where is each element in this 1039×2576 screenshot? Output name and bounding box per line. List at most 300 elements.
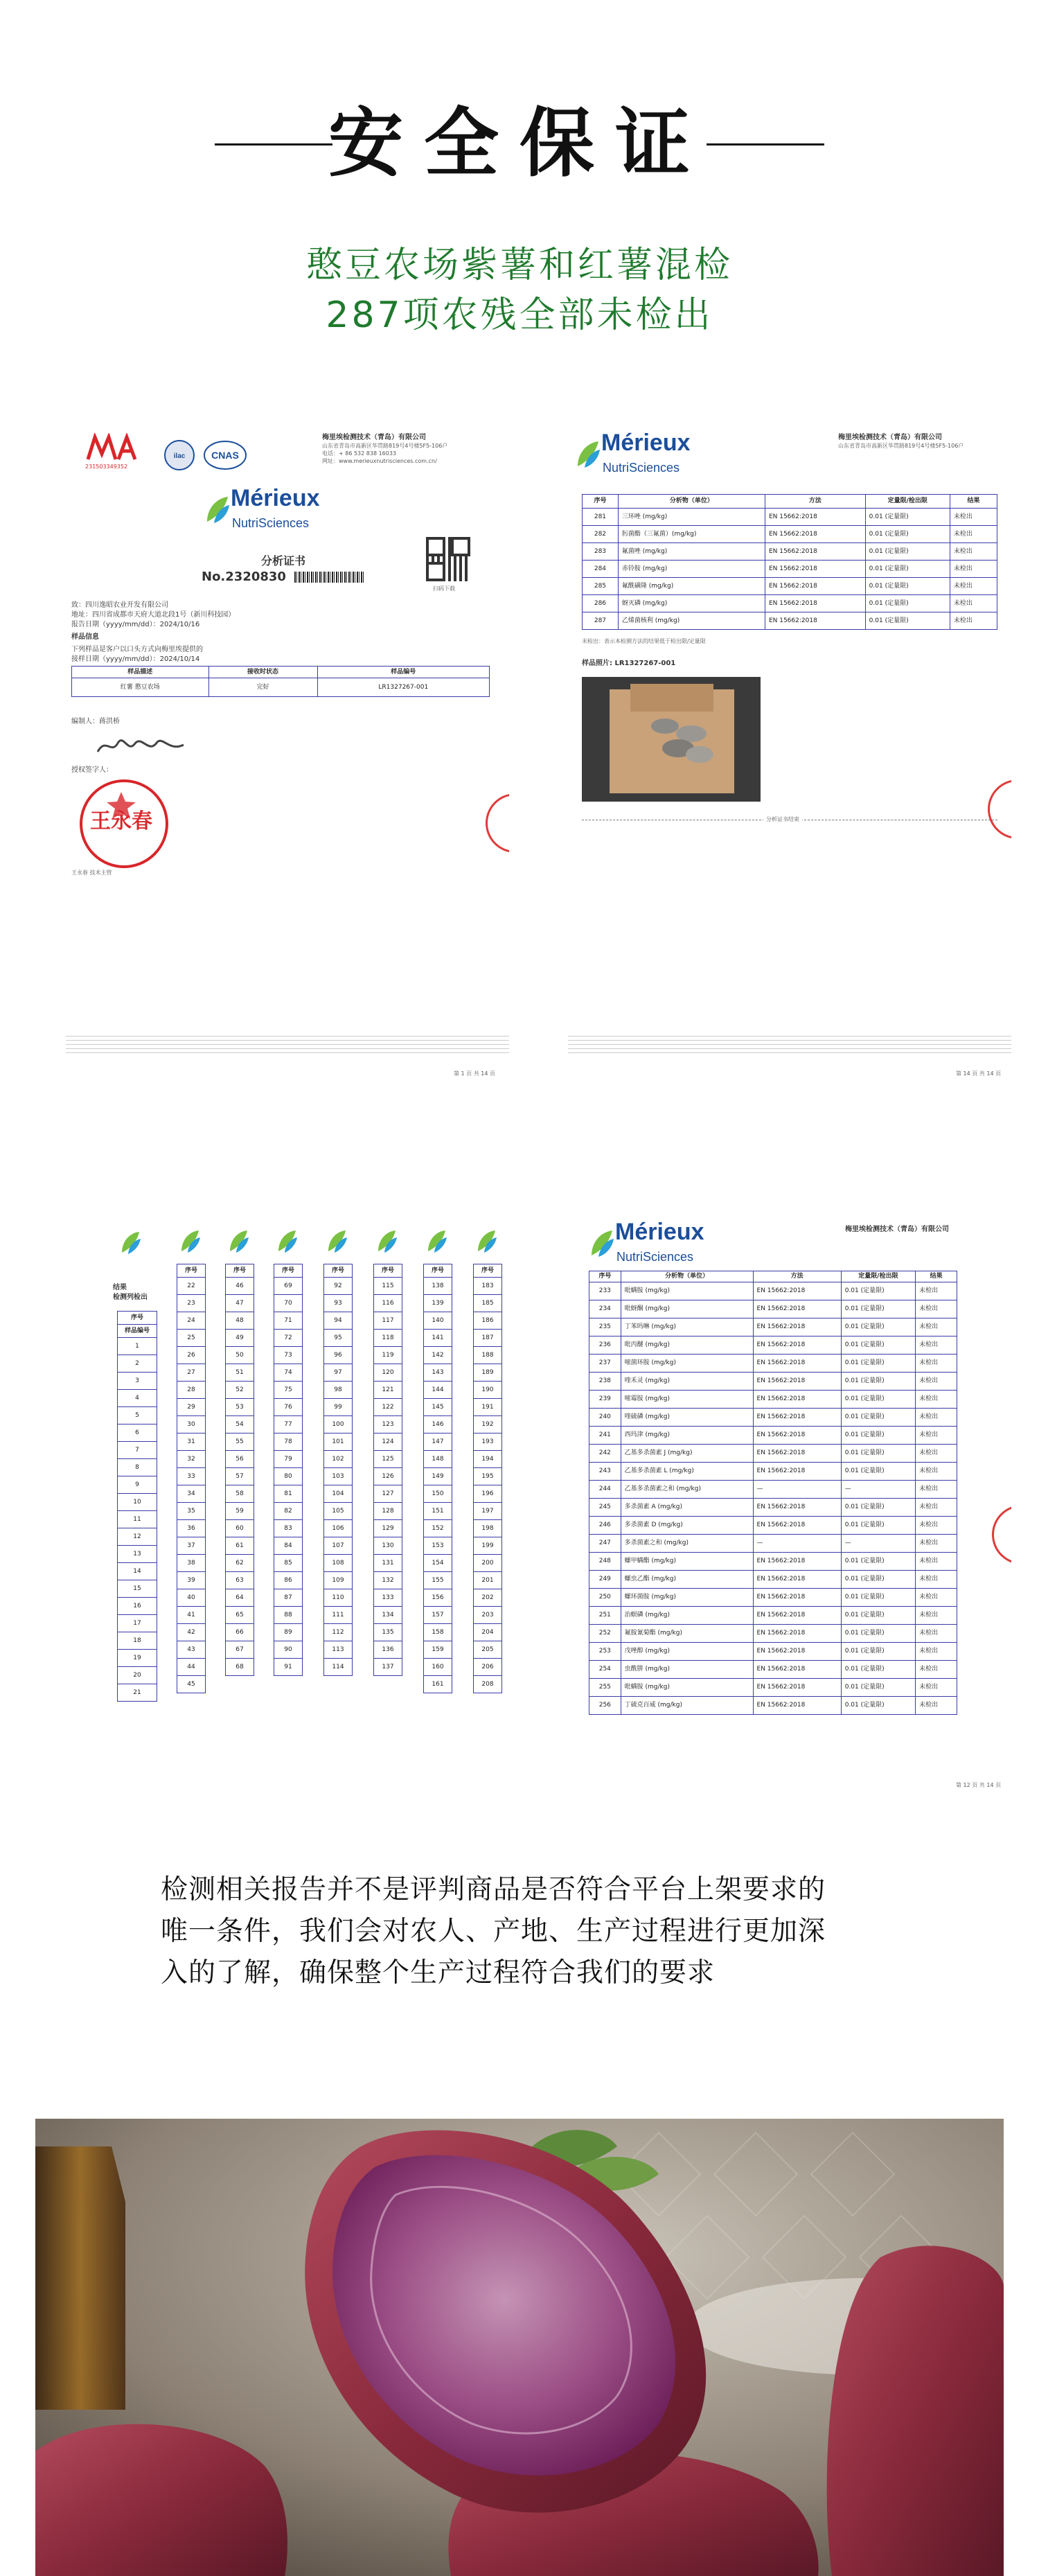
stack-cell: 41 [177, 1607, 206, 1624]
results-cell: EN 15662:2018 [753, 1445, 841, 1463]
table-row [226, 1382, 254, 1399]
results-cell: 247 [589, 1535, 621, 1553]
table-row [226, 1364, 254, 1382]
table-row [274, 1503, 303, 1520]
stack-cell: 57 [226, 1468, 254, 1485]
results-cell: 0.01 (定量限) [841, 1571, 915, 1589]
stack-cell: 33 [177, 1468, 206, 1485]
table-row [118, 1338, 157, 1355]
table-row [374, 1485, 402, 1503]
stack-header: 序号 [324, 1264, 353, 1278]
table-row [424, 1676, 452, 1693]
table-row [374, 1555, 402, 1572]
stack-cell: 204 [474, 1624, 502, 1641]
results-cell: 未检出 [916, 1499, 957, 1517]
page-edge-seal [486, 793, 509, 853]
cma-code: 231503349352 [85, 464, 128, 470]
table-row: 287 乙烯菌核利 (mg/kg) EN 15662:2018 0.01 (定量限) 未检出 [583, 612, 997, 630]
stack-cell: 73 [274, 1347, 303, 1364]
stack-cell: 62 [226, 1555, 254, 1572]
results-cell: 未检出 [916, 1517, 957, 1535]
table-row [374, 1295, 402, 1312]
stack-cell: 88 [274, 1607, 303, 1624]
subtitle-line-1: 憨豆农场紫薯和红薯混检 [305, 245, 733, 286]
footer-fineprint [66, 1036, 509, 1057]
table-row [589, 1282, 957, 1300]
stack-cell: 161 [424, 1676, 452, 1693]
results-cell: 未检出 [916, 1625, 957, 1643]
stack-cell: 77 [274, 1416, 303, 1433]
table-row [589, 1409, 957, 1427]
table-row [324, 1503, 353, 1520]
table-row [177, 1347, 206, 1364]
table-row [474, 1624, 502, 1641]
stack-cell: 17 [118, 1615, 157, 1632]
table-row [374, 1641, 402, 1659]
table-row [177, 1364, 206, 1382]
table-row [324, 1589, 353, 1607]
sample-table [71, 666, 490, 697]
results-cell: EN 15662:2018 [753, 1697, 841, 1715]
table-row [589, 1679, 957, 1697]
results-cell: 螺环菌胺 (mg/kg) [621, 1589, 753, 1607]
table-row [374, 1503, 402, 1520]
results-cell: 253 [589, 1643, 621, 1661]
results-cell: 喹禾灵 (mg/kg) [621, 1373, 753, 1391]
table-row [324, 1572, 353, 1589]
table-row [424, 1451, 452, 1468]
table-row [374, 1330, 402, 1347]
results-cell: 254 [589, 1661, 621, 1679]
table-row [274, 1624, 303, 1641]
table-row [374, 1364, 402, 1382]
results-cell: 0.01 (定量限) [841, 1409, 915, 1427]
stack-cell: 21 [118, 1684, 157, 1702]
stack-header: 样品编号 [118, 1325, 157, 1338]
cnas-logo [203, 439, 247, 475]
compiler: 编制人：蒋洪桥 [71, 718, 120, 725]
results-note: 未检出：表示本检测方法的结果低于检出限/定量限 [582, 638, 706, 644]
table-row [474, 1555, 502, 1572]
stack-cell: 146 [424, 1416, 452, 1433]
stack-cell: 92 [324, 1278, 353, 1295]
stack-cell: 53 [226, 1399, 254, 1416]
merieux-leaf-icon [120, 1230, 141, 1254]
table-row [374, 1416, 402, 1433]
table-row [474, 1399, 502, 1416]
stack-cell: 13 [118, 1546, 157, 1563]
table-row [118, 1355, 157, 1373]
table-row [274, 1416, 303, 1433]
stack-cell: 34 [177, 1485, 206, 1503]
table-row [474, 1520, 502, 1537]
table-row [589, 1463, 957, 1481]
results-header: 方法 [765, 495, 865, 509]
results-cell: EN 15662:2018 [753, 1463, 841, 1481]
stack-cell: 96 [324, 1347, 353, 1364]
table-row [118, 1546, 157, 1563]
table-row [226, 1330, 254, 1347]
table-row [324, 1485, 353, 1503]
table-row [324, 1468, 353, 1485]
stack-cell: 56 [226, 1451, 254, 1468]
stack-table [225, 1264, 254, 1676]
red-seal [80, 779, 168, 868]
table-row [374, 1347, 402, 1364]
results-cell: EN 15662:2018 [753, 1336, 841, 1355]
sample-table-header: 样品编号 [317, 667, 489, 678]
table-row [118, 1407, 157, 1424]
table-row [274, 1295, 303, 1312]
stack-cell: 127 [374, 1485, 402, 1503]
results-cell: 未检出 [916, 1553, 957, 1571]
lab-address: 山东省青岛市高新区华贯路819号4号楼5F5-106户 [838, 443, 964, 449]
table-row [374, 1433, 402, 1451]
stack-cell: 120 [374, 1364, 402, 1382]
table-row [474, 1433, 502, 1451]
sample-table-header: 样品描述 [72, 667, 209, 678]
table-row [324, 1382, 353, 1399]
table-row [424, 1659, 452, 1676]
stack-cell: 196 [474, 1485, 502, 1503]
table-row [424, 1485, 452, 1503]
sweet-potato-photo [35, 2119, 1004, 2576]
stack-cell: 122 [374, 1399, 402, 1416]
stack-cell: 64 [226, 1589, 254, 1607]
stack-cell: 136 [374, 1641, 402, 1659]
detect-label: 检测列检出 [113, 1294, 148, 1301]
cert-title: 分析证书 [261, 554, 306, 567]
table-row [177, 1433, 206, 1451]
table-row [274, 1468, 303, 1485]
table-row [424, 1416, 452, 1433]
results-cell: 0.01 (定量限) [841, 1318, 915, 1336]
stack-column [373, 1229, 402, 1714]
table-row [474, 1607, 502, 1624]
results-cell: 252 [589, 1625, 621, 1643]
table-row [177, 1676, 206, 1693]
results-cell: EN 15662:2018 [753, 1427, 841, 1445]
stack-cell: 27 [177, 1364, 206, 1382]
stack-cell: 192 [474, 1416, 502, 1433]
statement-line-2: 唯一条件，我们会对农人、产地、生产过程进行更加深 [161, 1916, 826, 1947]
table-row [226, 1659, 254, 1676]
table-row [589, 1481, 957, 1499]
table-row [424, 1399, 452, 1416]
table-row [324, 1537, 353, 1555]
stack-cell: 150 [424, 1485, 452, 1503]
stack-cell: 123 [374, 1416, 402, 1433]
stack-cell: 110 [324, 1589, 353, 1607]
table-row [474, 1468, 502, 1485]
table-row [177, 1503, 206, 1520]
cnas-icon [203, 439, 247, 472]
stack-header: 序号 [474, 1264, 502, 1278]
table-row [424, 1312, 452, 1330]
stack-cell: 32 [177, 1451, 206, 1468]
results-cell: 螺甲螨酯 (mg/kg) [621, 1553, 753, 1571]
stack-cell: 104 [324, 1485, 353, 1503]
table-row [589, 1643, 957, 1661]
stack-cell: 149 [424, 1468, 452, 1485]
table-row [274, 1312, 303, 1330]
stack-cell: 25 [177, 1330, 206, 1347]
stack-cell: 139 [424, 1295, 452, 1312]
lab-website: 网址：www.merieuxnutrisciences.com.cn/ [322, 458, 437, 464]
stack-cell: 137 [374, 1659, 402, 1676]
lab-name: 梅里埃检测技术（青岛）有限公司 [845, 1226, 949, 1233]
table-row [177, 1659, 206, 1676]
stack-cell: 160 [424, 1659, 452, 1676]
stack-cell: 187 [474, 1330, 502, 1347]
stack-cell: 186 [474, 1312, 502, 1330]
stack-cell: 65 [226, 1607, 254, 1624]
table-row [177, 1607, 206, 1624]
table-row [177, 1485, 206, 1503]
table-row [274, 1485, 303, 1503]
sample-table-cell: LR1327267-001 [317, 678, 489, 697]
results-cell: 未检出 [916, 1589, 957, 1607]
stack-cell: 205 [474, 1641, 502, 1659]
stack-cell: 48 [226, 1312, 254, 1330]
table-row [177, 1572, 206, 1589]
stack-cell: 119 [374, 1347, 402, 1364]
cert-number: No.2320830 [202, 570, 286, 584]
stack-cell: 43 [177, 1641, 206, 1659]
stack-cell: 93 [324, 1295, 353, 1312]
stack-cell: 45 [177, 1676, 206, 1693]
stack-cell: 70 [274, 1295, 303, 1312]
stack-cell: 183 [474, 1278, 502, 1295]
results-cell: 多杀菌素之和 (mg/kg) [621, 1535, 753, 1553]
stack-cell: 4 [118, 1390, 157, 1407]
stack-cell: 16 [118, 1598, 157, 1615]
results-cell: 0.01 (定量限) [841, 1553, 915, 1571]
stack-table [473, 1264, 502, 1693]
end-label: 分析证书结束 [763, 816, 802, 823]
table-row [226, 1312, 254, 1330]
stack-column [274, 1229, 303, 1714]
table-row [474, 1537, 502, 1555]
stack-cell: 36 [177, 1520, 206, 1537]
results-cell: 0.01 (定量限) [841, 1607, 915, 1625]
stack-cell: 11 [118, 1511, 157, 1528]
merieux-leaf-icon [326, 1229, 347, 1253]
results-cell: 乙基多杀菌素 J (mg/kg) [621, 1445, 753, 1463]
table-row [118, 1476, 157, 1494]
stack-cell: 9 [118, 1476, 157, 1494]
table-row [474, 1451, 502, 1468]
table-row [118, 1511, 157, 1528]
stack-cell: 129 [374, 1520, 402, 1537]
results-cell: EN 15662:2018 [753, 1499, 841, 1517]
table-row [324, 1312, 353, 1330]
results-cell: 未检出 [916, 1697, 957, 1715]
cma-logo [85, 433, 141, 462]
results-cell: 多杀菌素 D (mg/kg) [621, 1517, 753, 1535]
results-cell: EN 15662:2018 [753, 1643, 841, 1661]
results-cell: — [841, 1481, 915, 1499]
table-row [118, 1424, 157, 1442]
stack-cell: 42 [177, 1624, 206, 1641]
stack-cell: 118 [374, 1330, 402, 1347]
results-cell: EN 15662:2018 [753, 1391, 841, 1409]
table-row [324, 1416, 353, 1433]
table-row [374, 1659, 402, 1676]
qr-code [426, 537, 470, 581]
results-cell: 244 [589, 1481, 621, 1499]
stack-cell: 80 [274, 1468, 303, 1485]
results-cell: 吡丙醚 (mg/kg) [621, 1336, 753, 1355]
lab-phone: 电话：+ 86 532 838 16033 [322, 450, 397, 457]
table-row [226, 1503, 254, 1520]
table-row [226, 1399, 254, 1416]
table-row [424, 1624, 452, 1641]
results-cell: 241 [589, 1427, 621, 1445]
table-row [177, 1312, 206, 1330]
stack-cell: 191 [474, 1399, 502, 1416]
results-cell: 236 [589, 1336, 621, 1355]
results-cell: 246 [589, 1517, 621, 1535]
stack-cell: 60 [226, 1520, 254, 1537]
table-row [589, 1553, 957, 1571]
table-row: 286 蚜灭磷 (mg/kg) EN 15662:2018 0.01 (定量限) 未检出 [583, 595, 997, 612]
results-table [582, 494, 997, 630]
table-row [424, 1330, 452, 1347]
table-row [424, 1503, 452, 1520]
stack-table [323, 1264, 353, 1676]
results-cell: 未检出 [916, 1571, 957, 1589]
stack-cell: 97 [324, 1364, 353, 1382]
report-page-cover: 231503349352 ilac CNAS 梅里埃检测技术（青岛）有限公司 山东省青岛市高新区华贯路819号4号楼5F5-106户 电话：+ 86 532 838 16033 网址：www.merieuxnutrisciences.com.cn/ Mérieux NutriSciences 扫码下载 分析证书 No.2320830 致：四川逸昭农业开发有限公司 地址：四川省成都市天府大道北段1号（新川科技园） 报告日期（yyyy/mm/dd）：2024/10/16 样品信息 下列样品是客户以口头方式向梅里埃提供的 接样日期（yyyy/mm/dd）：2024/10/14 样品描述 接收时状态 样品编号 红薯 憨豆农场 完好 LR1327267-001 编制人：蒋洪桥 授权签字人： 王永春 王永春 技术主管 第 1 页 共 14 页 [66, 419, 509, 1088]
results-cell: EN 15662:2018 [753, 1300, 841, 1318]
page-edge-seal [988, 779, 1011, 839]
stack-cell: 206 [474, 1659, 502, 1676]
sweet-potato-illustration [35, 2119, 1004, 2576]
results-cell: EN 15662:2018 [753, 1607, 841, 1625]
signer: 王永春 技术主管 [71, 870, 112, 876]
stack-cell: 14 [118, 1563, 157, 1580]
table-row [424, 1537, 452, 1555]
stack-cell: 30 [177, 1416, 206, 1433]
results-cell: 0.01 (定量限) [841, 1643, 915, 1661]
table-row [226, 1572, 254, 1589]
table-row [177, 1295, 206, 1312]
results-cell: 0.01 (定量限) [841, 1589, 915, 1607]
stack-cell: 69 [274, 1278, 303, 1295]
stack-cell: 58 [226, 1485, 254, 1503]
results-cell: 243 [589, 1463, 621, 1481]
results-cell: EN 15662:2018 [753, 1409, 841, 1427]
results-cell: 未检出 [916, 1409, 957, 1427]
results-header: 方法 [753, 1271, 841, 1282]
stack-cell: 74 [274, 1364, 303, 1382]
table-row: 285 氟酰磺隆 (mg/kg) EN 15662:2018 0.01 (定量限) 未检出 [583, 578, 997, 595]
results-cell: 未检出 [916, 1535, 957, 1553]
results-cell: 乙基多杀菌素之和 (mg/kg) [621, 1481, 753, 1499]
table-row [474, 1312, 502, 1330]
results-cell: — [753, 1481, 841, 1499]
stack-cell: 126 [374, 1468, 402, 1485]
results-cell: 0.01 (定量限) [841, 1300, 915, 1318]
table-row [474, 1589, 502, 1607]
table-row [474, 1676, 502, 1693]
results-cell: 233 [589, 1282, 621, 1300]
results-cell: 未检出 [916, 1318, 957, 1336]
stack-cell: 145 [424, 1399, 452, 1416]
merieux-leaf-icon [276, 1229, 297, 1253]
barcode [294, 572, 364, 583]
table-row [226, 1485, 254, 1503]
table-row [589, 1427, 957, 1445]
table-row [226, 1641, 254, 1659]
results-cell: 237 [589, 1355, 621, 1373]
table-row [226, 1607, 254, 1624]
stack-cell: 28 [177, 1382, 206, 1399]
page-number: 第 1 页 共 14 页 [454, 1070, 495, 1077]
results-header: 结果 [916, 1271, 957, 1282]
results-cell: 丁硫克百威 (mg/kg) [621, 1697, 753, 1715]
results-cell: EN 15662:2018 [753, 1318, 841, 1336]
results-cell: 240 [589, 1409, 621, 1427]
table-row [374, 1399, 402, 1416]
stack-cell: 24 [177, 1312, 206, 1330]
results-cell: 255 [589, 1679, 621, 1697]
table-row [324, 1624, 353, 1641]
results-cell: 未检出 [916, 1445, 957, 1463]
stack-cell: 90 [274, 1641, 303, 1659]
table-row [324, 1555, 353, 1572]
stack-cell: 147 [424, 1433, 452, 1451]
stack-cell: 78 [274, 1433, 303, 1451]
table-row [324, 1330, 353, 1347]
results-cell: EN 15662:2018 [753, 1625, 841, 1643]
table-row [118, 1580, 157, 1598]
table-row [274, 1641, 303, 1659]
table-row [274, 1555, 303, 1572]
stack-cell: 124 [374, 1433, 402, 1451]
stack-cell: 189 [474, 1364, 502, 1382]
stack-cell: 105 [324, 1503, 353, 1520]
table-row [274, 1278, 303, 1295]
results-cell: 氟胺氰菊酯 (mg/kg) [621, 1625, 753, 1643]
stack-cell: 100 [324, 1416, 353, 1433]
table-row [226, 1433, 254, 1451]
results-cell: 西玛津 (mg/kg) [621, 1427, 753, 1445]
table-row [226, 1451, 254, 1468]
results-cell: 0.01 (定量限) [841, 1661, 915, 1679]
table-row [589, 1355, 957, 1373]
stack-cell: 26 [177, 1347, 206, 1364]
table-row [589, 1445, 957, 1463]
stack-cell: 152 [424, 1520, 452, 1537]
stack-cell: 101 [324, 1433, 353, 1451]
results-cell: 0.01 (定量限) [841, 1679, 915, 1697]
table-row [177, 1589, 206, 1607]
stack-cell: 35 [177, 1503, 206, 1520]
footer-fineprint [568, 1036, 1011, 1057]
table-row [274, 1399, 303, 1416]
results-cell: 未检出 [916, 1373, 957, 1391]
stack-cell: 155 [424, 1572, 452, 1589]
table-row [589, 1391, 957, 1409]
ilac-icon [163, 439, 196, 472]
page-title: 安全保证 [328, 100, 711, 187]
results-cell: 235 [589, 1318, 621, 1336]
table-row [324, 1433, 353, 1451]
stack-cell: 66 [226, 1624, 254, 1641]
stack-cell: 86 [274, 1572, 303, 1589]
